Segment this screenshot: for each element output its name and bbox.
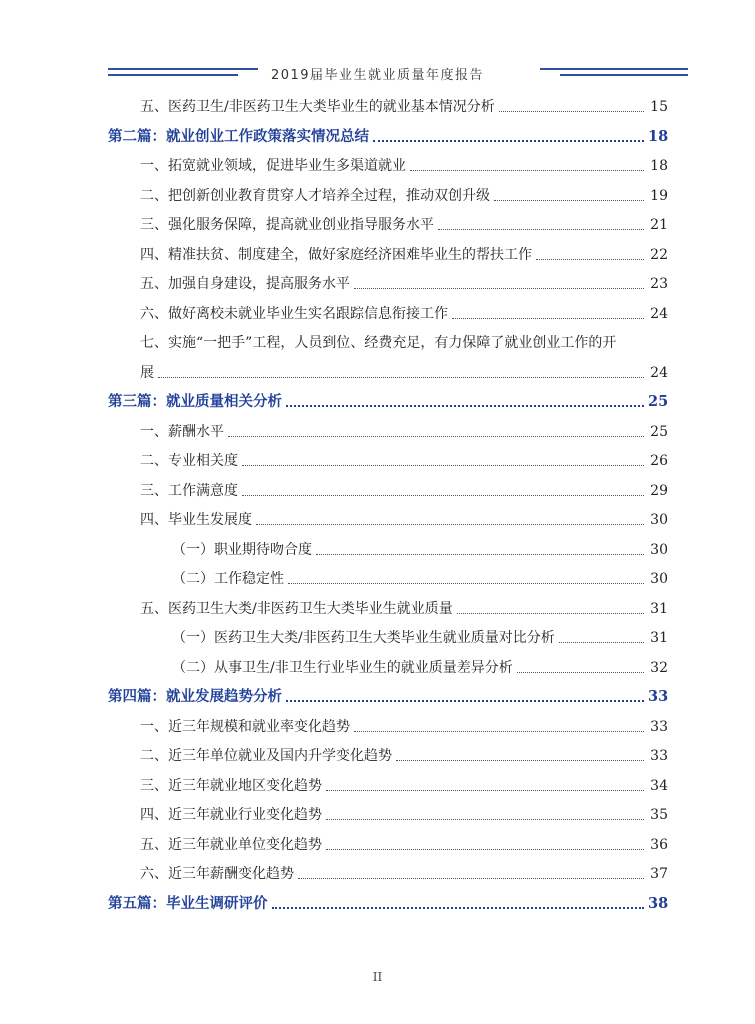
toc-entry[interactable] [140,476,668,500]
toc-entry[interactable] [140,446,668,470]
toc-dot-leader [326,790,644,791]
toc-page-number: 30 [650,571,668,587]
toc-page-number: 22 [650,246,668,263]
toc-dot-leader [536,259,644,260]
toc-entry-label: 五、医药卫生/非医药卫生大类毕业生的就业基本情况分析 [140,99,495,115]
toc-entry[interactable] [140,741,668,765]
toc-entry-label: 第三篇：就业质量相关分析 [108,393,282,410]
toc-entry-label: 一、薪酬水平 [140,423,224,440]
toc-entry[interactable] [172,535,668,559]
toc-part-heading[interactable] [108,387,668,411]
header-title: 2019届毕业生就业质量年度报告 [270,68,485,83]
toc-dot-leader [228,436,644,437]
toc-dot-leader [494,200,644,201]
toc-entry-label: 四、毕业生发展度 [140,512,252,528]
toc-dot-leader [517,672,644,673]
toc-dot-leader [457,613,644,614]
toc-entry-label: 一、拓宽就业领域，促进毕业生多渠道就业 [140,158,406,174]
toc-entry-label: （二）从事卫生/非卫生行业毕业生的就业质量差异分析 [172,659,513,676]
toc-entry-label: 五、加强自身建设，提高服务水平 [140,276,350,292]
toc-dot-leader [326,849,644,850]
toc-dot-leader [559,642,644,643]
toc-page-number: 24 [650,305,668,322]
toc-entry[interactable] [140,830,668,854]
toc-entry-label: 二、把创新创业教育贯穿人才培养全过程，推动双创升级 [140,187,490,204]
toc-dot-leader [326,819,644,820]
toc-entry-label: （一）职业期待吻合度 [172,541,312,558]
toc-dot-leader [499,111,644,112]
toc-dot-leader [286,405,644,407]
toc-dot-leader [316,554,644,555]
toc-entry[interactable] [140,240,668,264]
toc-entry[interactable] [140,269,668,293]
toc-page-number: 33 [650,718,668,735]
toc-page-number: 36 [650,836,668,853]
toc-entry[interactable] [140,92,668,116]
toc-entry-label: 三、强化服务保障，提高就业创业指导服务水平 [140,217,434,233]
toc-page-number: 19 [650,187,668,204]
toc-page-number: 38 [648,894,669,912]
toc-page-number: 32 [650,659,668,676]
toc-dot-leader [158,377,644,378]
toc-page-number: 23 [650,276,668,292]
toc-page-number: 25 [648,393,669,410]
toc-entry[interactable] [140,210,668,234]
toc-entry[interactable] [140,181,668,205]
toc-page-number: 33 [650,748,668,764]
toc-page-number: 30 [650,541,668,558]
toc-page-number: 34 [650,777,668,794]
toc-dot-leader [298,878,644,879]
toc-entry-label: 一、近三年规模和就业率变化趋势 [140,718,350,735]
toc-entry-label: 二、近三年单位就业及国内升学变化趋势 [140,748,392,764]
toc-entry[interactable] [172,653,668,677]
toc-entry[interactable] [140,358,668,382]
toc-page-number: 24 [650,364,668,381]
toc-entry-wrap-line[interactable]: 七、实施“一把手”工程，人员到位、经费充足，有力保障了就业创业工作的开 [140,335,617,351]
toc-page-number: 33 [648,688,669,705]
toc-part-heading[interactable] [108,682,668,706]
toc-entry[interactable] [140,800,668,824]
toc-page-number: 18 [648,127,669,145]
toc-dot-leader [286,700,644,702]
toc-entry[interactable] [140,771,668,795]
toc-part-heading[interactable] [108,122,668,146]
toc-page-number: 21 [650,217,668,233]
toc-page-number: 18 [650,158,668,174]
toc-entry-label: 四、近三年就业行业变化趋势 [140,807,322,823]
toc-entry-label: 三、近三年就业地区变化趋势 [140,777,322,794]
toc-entry-label: 六、近三年薪酬变化趋势 [140,866,294,882]
toc-entry-label: 展 [140,364,154,381]
toc-dot-leader [354,731,644,732]
toc-dot-leader [373,140,644,142]
toc-page-number: 31 [650,630,668,646]
toc-dot-leader [256,524,644,525]
toc-entry[interactable] [140,859,668,883]
toc-entry[interactable] [140,299,668,323]
toc-entry-label: （一）医药卫生大类/非医药卫生大类毕业生就业质量对比分析 [172,630,555,646]
toc-entry-label: 第五篇：毕业生调研评价 [108,894,268,912]
toc-page-number: 37 [650,866,668,882]
toc-entry-label: （二）工作稳定性 [172,571,284,587]
toc-entry-label: 六、做好离校未就业毕业生实名跟踪信息衔接工作 [140,305,448,322]
toc-page-number: 15 [650,99,668,115]
toc-page-number: 26 [650,453,668,469]
page-number: II [372,970,383,984]
toc-entry-label: 五、近三年就业单位变化趋势 [140,836,322,853]
toc-page-number: 29 [650,482,668,499]
toc-page-number: 25 [650,423,668,440]
toc-entry[interactable] [172,623,668,647]
toc-dot-leader [452,318,644,319]
toc-entry-label: 三、工作满意度 [140,482,238,499]
toc-page-number: 35 [650,807,668,823]
toc-dot-leader [438,229,644,230]
toc-dot-leader [242,465,644,466]
toc-page-number: 31 [650,600,668,617]
toc-part-heading[interactable] [108,889,668,913]
toc-dot-leader [288,583,644,584]
toc-dot-leader [354,288,644,289]
toc-entry-label: 第二篇：就业创业工作政策落实情况总结 [108,127,369,145]
toc-page-number: 30 [650,512,668,528]
toc-dot-leader [242,495,644,496]
toc-entry[interactable] [140,505,668,529]
toc-entry[interactable] [172,564,668,588]
toc-dot-leader [410,170,644,171]
toc-entry[interactable] [140,594,668,618]
toc-entry-label: 五、医药卫生大类/非医药卫生大类毕业生就业质量 [140,600,453,617]
toc-entry[interactable] [140,151,668,175]
toc-dot-leader [396,760,644,761]
toc-dot-leader [272,907,645,909]
page-header [0,60,755,90]
toc-entry-label: 二、专业相关度 [140,453,238,469]
toc-entry-label: 四、精准扶贫、制度建全，做好家庭经济困难毕业生的帮扶工作 [140,246,532,263]
toc-entry[interactable] [140,712,668,736]
toc-entry-label: 第四篇：就业发展趋势分析 [108,688,282,705]
toc-entry[interactable] [140,417,668,441]
